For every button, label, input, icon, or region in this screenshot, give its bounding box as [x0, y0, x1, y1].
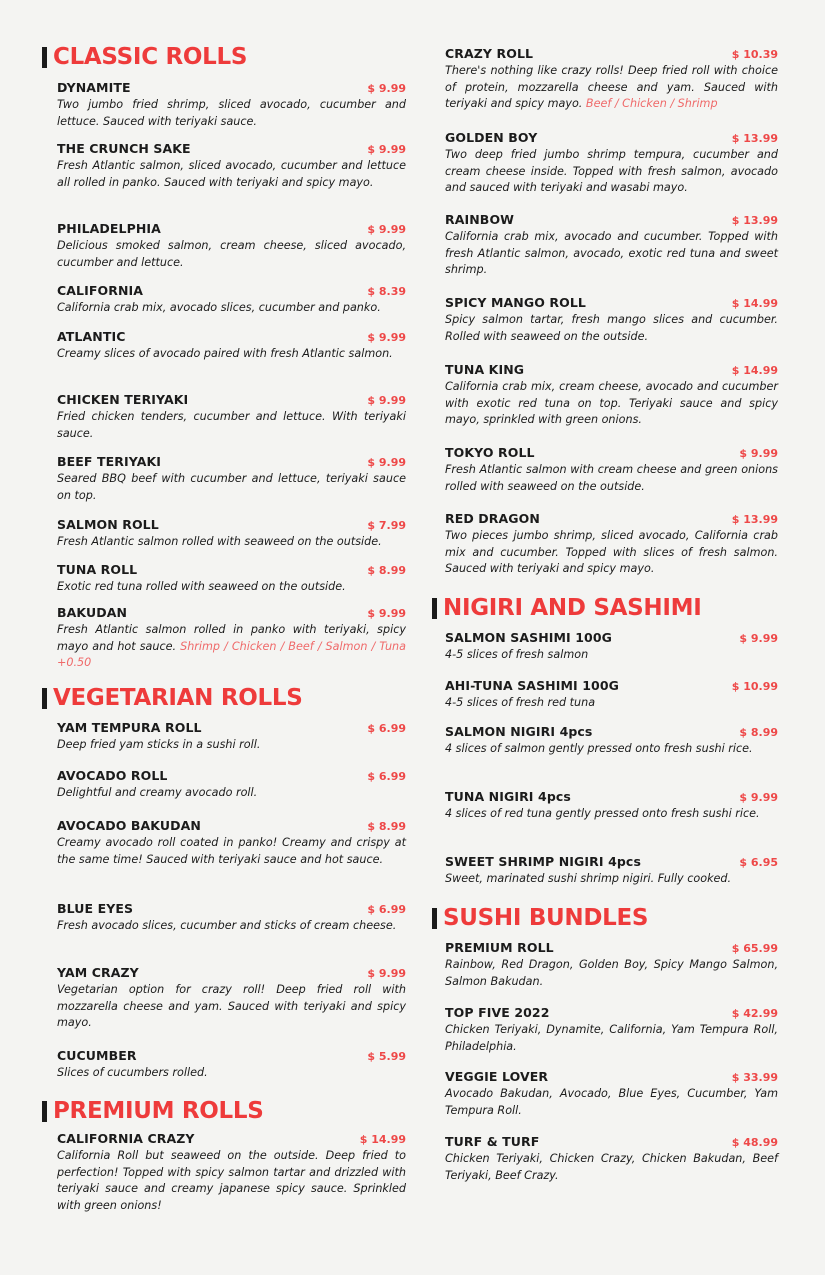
- menu-item-description: [42, 785, 406, 802]
- menu-item-header: [42, 604, 406, 622]
- menu-item-header: [432, 1004, 778, 1022]
- menu-item-description: [42, 622, 406, 672]
- menu-item-name: AVOCADO ROLL: [57, 768, 168, 783]
- menu-item-description-text: Fresh Atlantic salmon rolled in panko with teriyaki, spicy mayo and hot sauce.: [57, 623, 406, 653]
- menu-item-price: $ 42.99: [731, 1007, 778, 1020]
- menu-item-price: $ 9.99: [367, 331, 406, 344]
- menu-item: [42, 453, 406, 504]
- menu-item-description: [432, 1151, 778, 1184]
- menu-item: [42, 1047, 406, 1082]
- menu-item-price: $ 9.99: [367, 394, 406, 407]
- menu-item-description: [432, 1086, 778, 1119]
- menu-item-description-text: Deep fried yam sticks in a sushi roll.: [57, 738, 261, 751]
- menu-item-description-text: Exotic red tuna rolled with seaweed on the outside.: [57, 580, 346, 593]
- menu-item-price: $ 9.99: [367, 143, 406, 156]
- menu-item: [42, 516, 406, 551]
- menu-item-header: [42, 964, 406, 982]
- menu-item-price: $ 6.99: [367, 722, 406, 735]
- menu-item: [432, 1133, 778, 1184]
- menu-item-name: RAINBOW: [445, 212, 515, 227]
- menu-item-description: [432, 1022, 778, 1055]
- menu-item-price: $ 14.99: [731, 364, 778, 377]
- menu-item-description-text: 4-5 slices of fresh salmon: [445, 648, 589, 661]
- menu-item: [432, 853, 778, 888]
- section-heading-nigiri: [432, 596, 701, 620]
- menu-item-price: $ 7.99: [367, 519, 406, 532]
- menu-item-name: TOP FIVE 2022: [445, 1005, 550, 1020]
- menu-item-header: [42, 561, 406, 579]
- menu-item-price: $ 13.99: [731, 132, 778, 145]
- menu-item: [42, 79, 406, 130]
- menu-item-price: $ 9.99: [739, 447, 778, 460]
- menu-item: [432, 211, 778, 279]
- menu-item-name: YAM CRAZY: [57, 965, 139, 980]
- menu-item-description-text: Rainbow, Red Dragon, Golden Boy, Spicy Mango Salmon, Salmon Bakudan.: [445, 958, 778, 988]
- menu-item-name: THE CRUNCH SAKE: [57, 141, 191, 156]
- menu-item-name: YAM TEMPURA ROLL: [57, 720, 202, 735]
- section-heading-vegetarian: [42, 686, 302, 710]
- menu-item-price: $ 8.99: [367, 564, 406, 577]
- menu-item-header: [432, 1068, 778, 1086]
- menu-item: [432, 129, 778, 197]
- menu-item-header: [42, 282, 406, 300]
- menu-item-description-text: Spicy salmon tartar, fresh mango slices and cucumber. Rolled with seaweed on the outside.: [445, 313, 778, 343]
- menu-item-name: AHI-TUNA SASHIMI 100G: [445, 678, 619, 693]
- menu-item-description: [42, 238, 406, 271]
- menu-item-description-text: Fresh Atlantic salmon with cream cheese and green onions rolled with seaweed on the outside.: [445, 463, 778, 493]
- menu-item-description-text: Chicken Teriyaki, Dynamite, California, Yam Tempura Roll, Philadelphia.: [445, 1023, 778, 1053]
- menu-item-header: [42, 1130, 406, 1148]
- menu-item-description: [42, 471, 406, 504]
- menu-item-header: [42, 391, 406, 409]
- menu-item-name: SALMON NIGIRI 4pcs: [445, 724, 593, 739]
- menu-item-price: $ 9.99: [367, 967, 406, 980]
- menu-item: [42, 767, 406, 802]
- menu-item-price: $ 9.99: [367, 607, 406, 620]
- menu-item-price: $ 9.99: [739, 632, 778, 645]
- heading-bar-icon: [42, 688, 47, 709]
- menu-item-header: [42, 79, 406, 97]
- menu-item-price: $ 10.99: [731, 680, 778, 693]
- menu-item-name: TUNA ROLL: [57, 562, 138, 577]
- menu-item-description-text: California crab mix, avocado slices, cucumber and panko.: [57, 301, 381, 314]
- menu-item-header: [432, 677, 778, 695]
- menu-item-header: [432, 129, 778, 147]
- menu-item-name: BLUE EYES: [57, 901, 134, 916]
- menu-item: [432, 939, 778, 990]
- menu-item: [42, 391, 406, 442]
- menu-item-header: [42, 1047, 406, 1065]
- menu-item-name: CALIFORNIA CRAZY: [57, 1131, 195, 1146]
- menu-item-description: [432, 63, 778, 113]
- menu-item-description: [432, 957, 778, 990]
- section-title: PREMIUM ROLLS: [53, 1098, 264, 1124]
- menu-item-description-text: Chicken Teriyaki, Chicken Crazy, Chicken Bakudan, Beef Teriyaki, Beef Crazy.: [445, 1152, 778, 1182]
- menu-item-description-text: There's nothing like crazy rolls! Deep fried roll with choice of protein, mozzarella cheese and yam. Sauced with teriyaki and spicy mayo.: [445, 64, 778, 110]
- menu-item-description-text: Avocado Bakudan, Avocado, Blue Eyes, Cucumber, Yam Tempura Roll.: [445, 1087, 778, 1117]
- menu-item-price: $ 9.99: [367, 456, 406, 469]
- menu-item-description-text: Two jumbo fried shrimp, sliced avocado, cucumber and lettuce. Sauced with teriyaki sauce.: [57, 98, 406, 128]
- menu-item: [42, 220, 406, 271]
- menu-item-name: CRAZY ROLL: [445, 46, 534, 61]
- menu-item-header: [432, 444, 778, 462]
- section-title: CLASSIC ROLLS: [53, 44, 248, 70]
- heading-bar-icon: [42, 47, 47, 68]
- menu-item-description: [42, 1148, 406, 1214]
- menu-item-price: $ 8.99: [367, 820, 406, 833]
- menu-item-price: $ 13.99: [731, 214, 778, 227]
- menu-item: [42, 817, 406, 868]
- menu-item-header: [432, 510, 778, 528]
- menu-item-name: SALMON SASHIMI 100G: [445, 630, 613, 645]
- menu-item-price: $ 8.99: [739, 726, 778, 739]
- menu-item-name: VEGGIE LOVER: [445, 1069, 549, 1084]
- menu-item-name: GOLDEN BOY: [445, 130, 538, 145]
- menu-item-description: [42, 835, 406, 868]
- menu-item-description: [42, 346, 406, 363]
- menu-item-price: $ 5.99: [367, 1050, 406, 1063]
- menu-item: [42, 561, 406, 596]
- menu-item-description-text: 4-5 slices of fresh red tuna: [445, 696, 596, 709]
- menu-item: [432, 1004, 778, 1055]
- menu-item-description: [42, 300, 406, 317]
- menu-item-header: [42, 140, 406, 158]
- menu-item-header: [432, 788, 778, 806]
- menu-item-header: [42, 453, 406, 471]
- menu-item: [432, 723, 778, 758]
- menu-item: [432, 45, 778, 113]
- menu-item-header: [432, 723, 778, 741]
- menu-item: [432, 629, 778, 664]
- menu-item-description-text: Two deep fried jumbo shrimp tempura, cucumber and cream cheese inside. Topped with fresh salmon, avocado and sauced with teriyaki and wasabi mayo.: [445, 148, 778, 194]
- menu-item-price: $ 6.99: [367, 770, 406, 783]
- menu-item-header: [42, 719, 406, 737]
- menu-item-price: $ 6.95: [739, 856, 778, 869]
- menu-item: [42, 719, 406, 754]
- menu-item-name: BAKUDAN: [57, 605, 128, 620]
- menu-item-header: [42, 767, 406, 785]
- menu-item-name: RED DRAGON: [445, 511, 540, 526]
- menu-item-name: TUNA KING: [445, 362, 525, 377]
- menu-item-price: $ 13.99: [731, 513, 778, 526]
- menu-item-description-text: California crab mix, cream cheese, avocado and cucumber with exotic red tuna on top. Teriyaki sauce and spicy mayo, sprinkled with green onions.: [445, 380, 778, 426]
- menu-item: [432, 677, 778, 712]
- menu-item-description: [42, 158, 406, 191]
- menu-item-options: Shrimp / Chicken / Beef / Salmon / Tuna +0.50: [57, 639, 407, 669]
- menu-item-description: [42, 737, 406, 754]
- menu-item-price: $ 10.39: [731, 48, 778, 61]
- menu-item-price: $ 14.99: [731, 297, 778, 310]
- menu-item: [432, 510, 778, 578]
- menu-item-description: [42, 1065, 406, 1082]
- heading-bar-icon: [432, 598, 437, 619]
- menu-item-name: ATLANTIC: [57, 329, 126, 344]
- menu-item-description: [432, 871, 778, 888]
- menu-item-header: [42, 900, 406, 918]
- menu-item-name: DYNAMITE: [57, 80, 131, 95]
- menu-item-description: [432, 229, 778, 279]
- menu-item-description-text: Fresh Atlantic salmon rolled with seaweed on the outside.: [57, 535, 382, 548]
- section-heading-bundles: [432, 906, 648, 930]
- menu-item-name: TUNA NIGIRI 4pcs: [445, 789, 571, 804]
- menu-item-price: $ 8.39: [367, 285, 406, 298]
- menu-item-header: [42, 817, 406, 835]
- menu-item-name: TURF & TURF: [445, 1134, 540, 1149]
- menu-item-description-text: Creamy slices of avocado paired with fresh Atlantic salmon.: [57, 347, 393, 360]
- section-title: VEGETARIAN ROLLS: [53, 685, 303, 711]
- menu-item-header: [432, 294, 778, 312]
- menu-item: [42, 140, 406, 191]
- menu-item-price: $ 9.99: [367, 223, 406, 236]
- menu-item-description: [432, 528, 778, 578]
- menu-item: [432, 788, 778, 823]
- menu-item-description: [432, 741, 778, 758]
- menu-item-description-text: Seared BBQ beef with cucumber and lettuce, teriyaki sauce on top.: [57, 472, 406, 502]
- menu-item-header: [42, 220, 406, 238]
- menu-item: [42, 282, 406, 317]
- menu-item-name: CUCUMBER: [57, 1048, 137, 1063]
- menu-item-header: [42, 328, 406, 346]
- menu-item-description-text: Delicious smoked salmon, cream cheese, sliced avocado, cucumber and lettuce.: [57, 239, 406, 269]
- menu-item-description: [42, 982, 406, 1032]
- section-heading-classic: [42, 45, 247, 69]
- menu-item-description: [432, 312, 778, 345]
- menu-item-description: [42, 409, 406, 442]
- menu-item: [42, 604, 406, 672]
- menu-item-price: $ 33.99: [731, 1071, 778, 1084]
- menu-item-price: $ 6.99: [367, 903, 406, 916]
- menu-item-description-text: Sweet, marinated sushi shrimp nigiri. Fully cooked.: [445, 872, 732, 885]
- menu-item: [42, 1130, 406, 1214]
- menu-item-name: SWEET SHRIMP NIGIRI 4pcs: [445, 854, 641, 869]
- menu-item-description: [432, 647, 778, 664]
- menu-item-description-text: 4 slices of red tuna gently pressed onto fresh sushi rice.: [445, 807, 760, 820]
- menu-item-price: $ 65.99: [731, 942, 778, 955]
- menu-item-options: Beef / Chicken / Shrimp: [585, 97, 718, 110]
- menu-item-description-text: Fresh avocado slices, cucumber and sticks of cream cheese.: [57, 919, 397, 932]
- menu-item-name: CALIFORNIA: [57, 283, 144, 298]
- menu-item-description-text: Two pieces jumbo shrimp, sliced avocado, California crab mix and cucumber. Topped with slices of fresh salmon. Sauced with teriyaki and spicy mayo.: [445, 529, 778, 575]
- menu-item-header: [432, 1133, 778, 1151]
- menu-item-description: [42, 579, 406, 596]
- menu-item-price: $ 9.99: [739, 791, 778, 804]
- section-title: SUSHI BUNDLES: [443, 905, 649, 931]
- menu-item-description-text: Creamy avocado roll coated in panko! Creamy and crispy at the same time! Sauced with teriyaki sauce and hot sauce.: [57, 836, 406, 866]
- menu-item-description-text: California crab mix, avocado and cucumber. Topped with fresh Atlantic salmon, avocado, exotic red tuna and sweet shrimp.: [445, 230, 778, 276]
- menu-item-name: SALMON ROLL: [57, 517, 159, 532]
- menu-item-header: [432, 853, 778, 871]
- menu-item-price: $ 14.99: [359, 1133, 406, 1146]
- menu-item-description: [432, 379, 778, 429]
- menu-item-description-text: Fried chicken tenders, cucumber and lettuce. With teriyaki sauce.: [57, 410, 406, 440]
- menu-item-header: [432, 45, 778, 63]
- menu-item-name: BEEF TERIYAKI: [57, 454, 162, 469]
- menu-item-price: $ 9.99: [367, 82, 406, 95]
- menu-item: [432, 444, 778, 495]
- menu-item-description: [42, 918, 406, 935]
- section-heading-premium: [42, 1099, 264, 1123]
- menu-item: [42, 328, 406, 363]
- menu-item-description: [432, 695, 778, 712]
- menu-item-name: SPICY MANGO ROLL: [445, 295, 586, 310]
- menu-item-description-text: Slices of cucumbers rolled.: [57, 1066, 208, 1079]
- menu-item-header: [432, 361, 778, 379]
- heading-bar-icon: [432, 908, 437, 929]
- section-title: NIGIRI AND SASHIMI: [443, 595, 702, 621]
- menu-item: [432, 1068, 778, 1119]
- heading-bar-icon: [42, 1101, 47, 1122]
- menu-item-header: [42, 516, 406, 534]
- menu-item-name: PHILADELPHIA: [57, 221, 161, 236]
- menu-item-description-text: Vegetarian option for crazy roll! Deep fried roll with mozzarella cheese and yam. Sauced with teriyaki and spicy mayo.: [57, 983, 406, 1029]
- menu-item-header: [432, 211, 778, 229]
- menu-item-name: CHICKEN TERIYAKI: [57, 392, 189, 407]
- menu-item-header: [432, 629, 778, 647]
- menu-item-description: [432, 806, 778, 823]
- menu-item-description: [42, 534, 406, 551]
- menu-item: [42, 964, 406, 1032]
- menu-item-description: [42, 97, 406, 130]
- menu-item-price: $ 48.99: [731, 1136, 778, 1149]
- menu-item-description-text: California Roll but seaweed on the outside. Deep fried to perfection! Topped with spicy salmon tartar and drizzled with teriyaki sauce and creamy japanese spicy sauce. Sprinkled with green onions!: [57, 1149, 406, 1212]
- menu-item-header: [432, 939, 778, 957]
- menu-item-description: [432, 462, 778, 495]
- menu-item: [432, 294, 778, 345]
- menu-item: [42, 900, 406, 935]
- menu-item-name: PREMIUM ROLL: [445, 940, 554, 955]
- menu-item-description-text: Delightful and creamy avocado roll.: [57, 786, 258, 799]
- menu-item-description: [432, 147, 778, 197]
- menu-item-description-text: Fresh Atlantic salmon, sliced avocado, cucumber and lettuce all rolled in panko. Sauced with teriyaki and spicy mayo.: [57, 159, 406, 189]
- menu-item-description-text: 4 slices of salmon gently pressed onto fresh sushi rice.: [445, 742, 753, 755]
- menu-item: [432, 361, 778, 429]
- menu-item-name: TOKYO ROLL: [445, 445, 535, 460]
- menu-item-name: AVOCADO BAKUDAN: [57, 818, 201, 833]
